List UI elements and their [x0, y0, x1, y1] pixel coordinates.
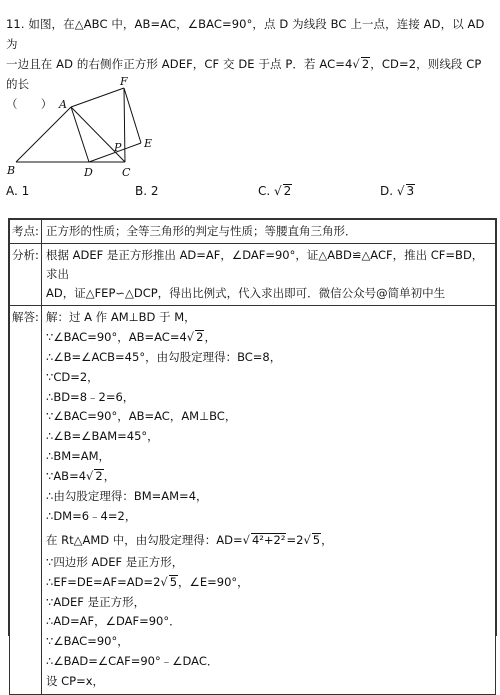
question-line-2-a: 一边且在 AD 的右侧作正方形 ADEF，CF 交 DE 于点 P．若 AC=4 [6, 57, 353, 71]
label-e: E [144, 137, 153, 150]
question-line-3: （ ） [6, 97, 53, 111]
question-root: 2 [361, 57, 370, 71]
step-14: ∴EF=DE=AF=AD=2√ 5，∠E=90°， [46, 574, 249, 589]
option-c: C. √ 2 [258, 184, 292, 198]
step-15: ∵ADEF 是正方形， [46, 594, 146, 609]
step-10: ∴由勾股定理得：BM=AM=4， [46, 489, 208, 504]
fenxi-line-1: 根据 ADEF 是正方形推出 AD=AF，∠DAF=90°，证△ABD≌△ACF，推出 CF=BD，求出 [46, 248, 484, 281]
label-a: A [59, 98, 67, 111]
step-19: 设 CP=x， [46, 674, 105, 689]
step-2: ∵∠BAC=90°，AB=AC=4√ 2， [46, 329, 216, 344]
solution-table [8, 218, 497, 689]
step-11: ∴DM=6﹣4=2， [46, 508, 137, 523]
answer-options [0, 184, 500, 204]
fenxi-text [42, 244, 496, 306]
step-18: ∴∠BAD=∠CAF=90°﹣∠DAC． [46, 654, 219, 669]
segment-ab [16, 107, 71, 162]
fenxi-label: 分析: [10, 244, 42, 306]
question-line-2-b: ，CD=2，则线段 CP 的长 [6, 57, 482, 91]
label-d: D [84, 166, 93, 179]
step-7: ∴∠B=∠BAM=45°， [46, 429, 159, 444]
step-13: ∵四边形 ADEF 是正方形， [46, 554, 184, 569]
segment-ad [71, 107, 89, 162]
segment-fe [124, 88, 141, 143]
step-16: ∴AD=AF，∠DAF=90°． [46, 614, 181, 629]
jieda-label: 解答: [10, 306, 42, 695]
option-b: B. 2 [135, 184, 159, 198]
step-4: ∵CD=2， [46, 369, 99, 384]
label-f: F [120, 75, 128, 88]
fenxi-line-2: AD，证△FEP∽△DCP，得出比例式，代入求出即可．微信公众号@简单初中生 [46, 286, 446, 300]
option-d: D. √ 3 [380, 184, 415, 198]
step-3: ∴∠B=∠ACB=45°，由勾股定理得：BC=8， [46, 349, 282, 364]
label-c: C [122, 166, 131, 179]
step-12: 在 Rt△AMD 中，由勾股定理得：AD=√ 4²+2²=2√ 5， [46, 532, 333, 547]
step-9: ∵AB=4√ 2， [46, 469, 116, 484]
step-1: 解：过 A 作 AM⊥BD 于 M， [46, 310, 196, 324]
kaodian-label: 考点: [10, 220, 42, 244]
label-p: P [114, 141, 122, 154]
question-line-2: 一边且在 AD 的右侧作正方形 ADEF，CF 交 DE 于点 P．若 AC=4√ 2，CD=2，则线段 CP 的长 [6, 57, 482, 91]
segment-cf [124, 88, 125, 162]
geometry-figure [4, 74, 194, 186]
step-6: ∵∠BAC=90°，AB=AC，AM⊥BC， [46, 409, 237, 424]
question-line-1: 11. 如图，在△ABC 中，AB=AC，∠BAC=90°，点 D 为线段 BC 上一点，连接 AD，以 AD 为 [6, 17, 485, 51]
jieda-text [42, 306, 496, 695]
segment-af [71, 88, 124, 107]
step-17: ∵∠BAC=90°， [46, 634, 129, 649]
step-5: ∴BD=8﹣2=6， [46, 389, 135, 404]
step-8: ∴BM=AM， [46, 449, 111, 464]
label-b: B [7, 164, 16, 177]
kaodian-text: 正方形的性质；全等三角形的判定与性质；等腰直角三角形． [42, 220, 496, 244]
option-a: A. 1 [6, 184, 30, 198]
